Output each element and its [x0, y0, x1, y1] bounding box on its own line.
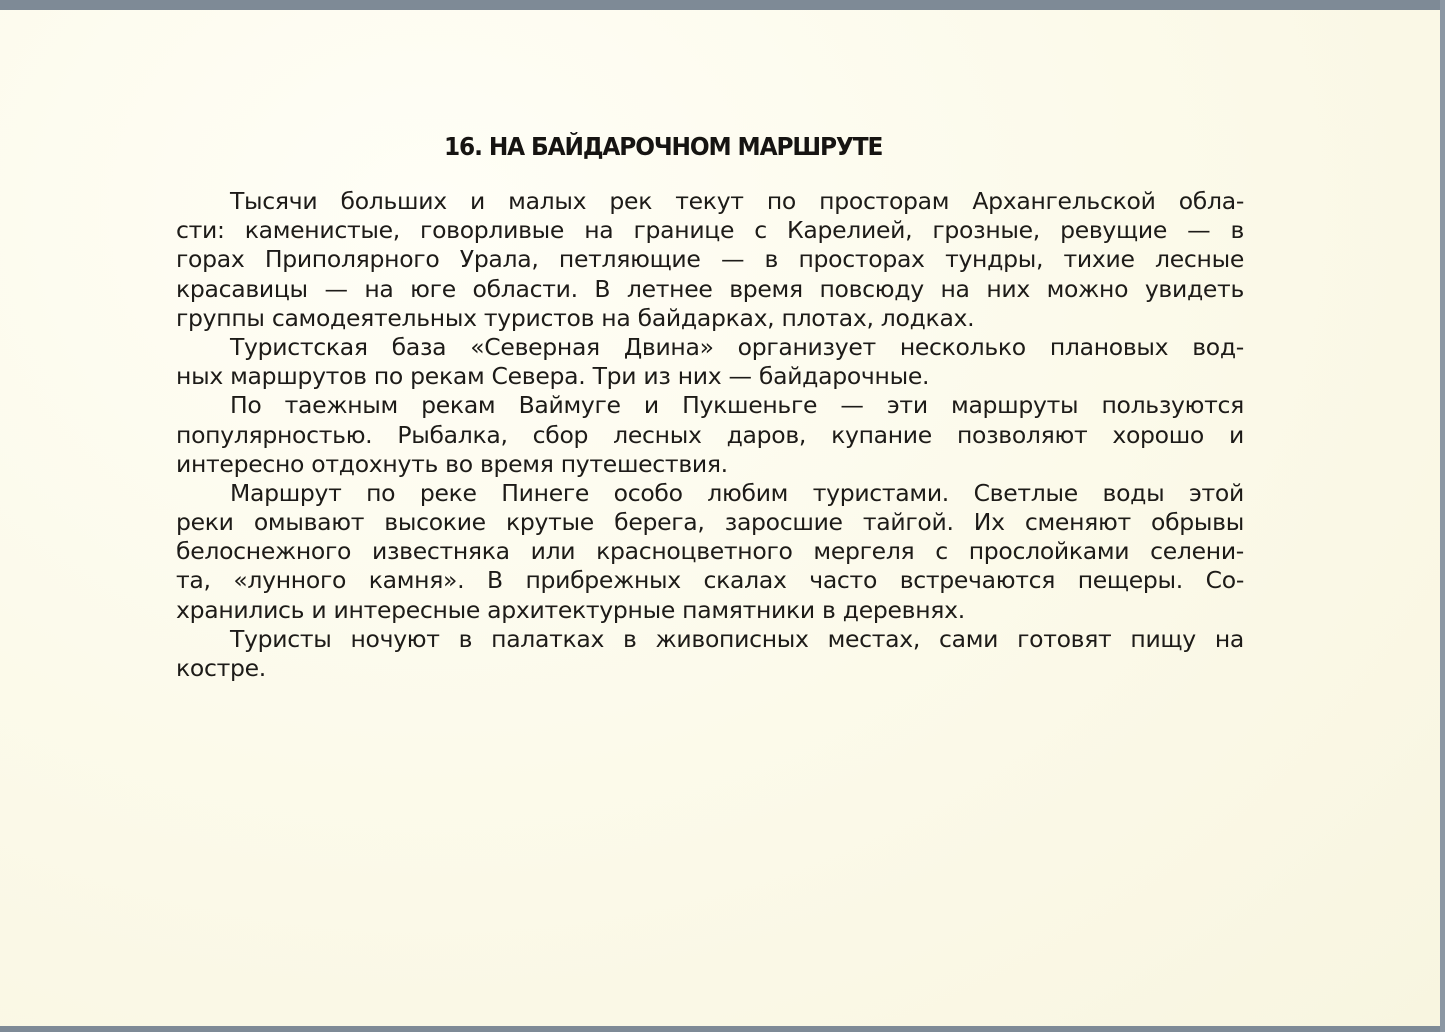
- text-line: белоснежного известняка или красноцветного мергеля с прослойками селени-: [176, 537, 1244, 566]
- text-line: интересно отдохнуть во время путешествия.: [176, 449, 728, 478]
- text-line: Тысячи больших и малых рек текут по просторам Архангельской обла-: [230, 187, 1244, 215]
- text-line: Туристская база «Северная Двина» организует несколько плановых вод-: [230, 332, 1244, 361]
- text-line: красавицы — на юге области. В летнее время повсюду на них можно увидеть: [176, 274, 1244, 303]
- postcard-back: [0, 10, 1440, 1026]
- text-line: группы самодеятельных туристов на байдарках, плотах, лодках.: [176, 303, 975, 332]
- document-title: 16. НА БАЙДАРОЧНОМ МАРШРУТЕ: [444, 132, 883, 161]
- text-line: та, «лунного камня». В прибрежных скалах часто встречаются пещеры. Со-: [176, 566, 1244, 595]
- text-line: Маршрут по реке Пинеге особо любим туристами. Светлые воды этой: [230, 478, 1244, 507]
- text-line: По таежным рекам Ваймуге и Пукшеньге — эти маршруты пользуются: [230, 391, 1244, 420]
- text-line: горах Приполярного Урала, петляющие — в просторах тундры, тихие лесные: [176, 245, 1244, 274]
- scan-edge: [1440, 0, 1445, 1032]
- text-line: сти: каменистые, говорливые на границе с Карелией, грозные, ревущие — в: [176, 216, 1244, 245]
- text-line: популярностью. Рыбалка, сбор лесных даров, купание позволяют хорошо и: [176, 420, 1244, 449]
- text-line: ных маршрутов по рекам Севера. Три из них — байдарочные.: [176, 362, 930, 391]
- text-line: костре.: [176, 654, 266, 682]
- text-line: реки омывают высокие крутые берега, заросшие тайгой. Их сменяют обрывы: [176, 508, 1244, 537]
- document-body: [176, 187, 1244, 683]
- text-line: хранились и интересные архитектурные памятники в деревнях.: [176, 595, 965, 624]
- text-line: Туристы ночуют в палатках в живописных местах, сами готовят пищу на: [230, 624, 1244, 653]
